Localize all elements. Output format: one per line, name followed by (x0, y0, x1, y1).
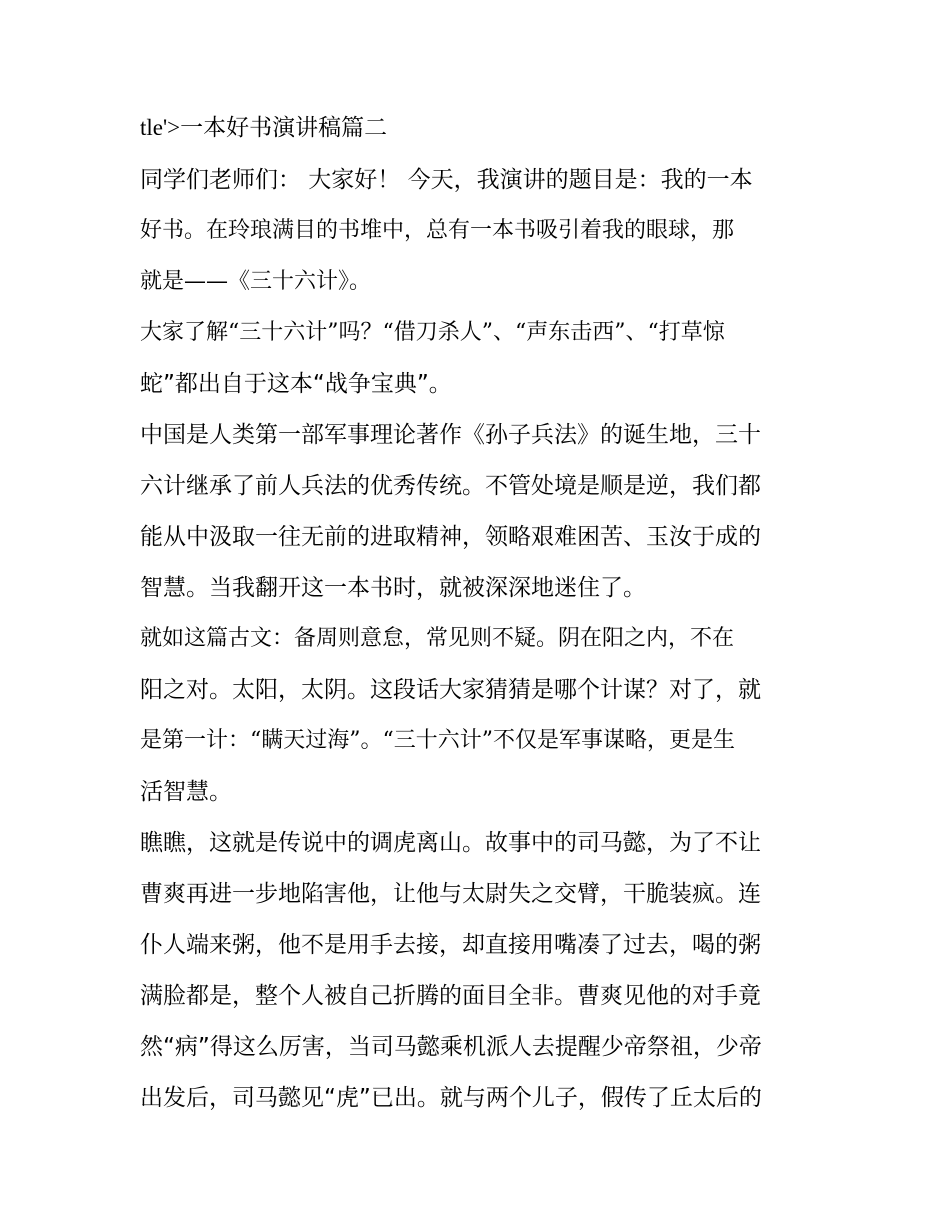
paragraph-line: 阳之对。太阳，太阴。这段话大家猜猜是哪个计谋？对了，就 (140, 677, 761, 703)
paragraph-line: 同学们老师们： 大家好！ 今天，我演讲的题目是：我的一本 (140, 167, 753, 193)
paragraph-line: 好书。在玲琅满目的书堆中，总有一本书吸引着我的眼球，那 (140, 218, 735, 243)
paragraph-line: 出发后，司马懿见“虎”已出。就与两个儿子，假传了丘太后的 (140, 1085, 762, 1111)
paragraph-line: 中国是人类第一部军事理论著作《孙子兵法》的诞生地，三十 (140, 422, 761, 448)
paragraph-line: 然“病”得这么厉害，当司马懿乘机派人去提醒少帝祭祖，少帝 (140, 1034, 762, 1060)
paragraph-line: 就如这篇古文：备周则意怠，常见则不疑。阴在阳之内，不在 (140, 626, 735, 651)
paragraph-line: 活智慧。 (140, 779, 232, 805)
paragraph-line: 大家了解“三十六计”吗？“借刀杀人”、“声东击西”、“打草惊 (140, 320, 725, 345)
paragraph-line: 曹爽再进一步地陷害他，让他与太尉失之交臂，干脆装疯。连 (140, 881, 761, 907)
document-title: tle'>一本好书演讲稿篇二 (140, 115, 388, 140)
paragraph-line: 仆人端来粥，他不是用手去接，却直接用嘴凑了过去，喝的粥 (140, 932, 761, 958)
paragraph-line: 就是——《三十六计》。 (140, 269, 372, 294)
paragraph-line: 瞧瞧，这就是传说中的调虎离山。故事中的司马懿，为了不让 (140, 830, 761, 856)
paragraph-line: 蛇”都出自于这本“战争宝典”。 (140, 371, 452, 397)
paragraph-line: 智慧。当我翻开这一本书时，就被深深地迷住了。 (140, 575, 646, 601)
paragraph-line: 是第一计：“瞒天过海”。“三十六计”不仅是军事谋略，更是生 (140, 728, 735, 753)
paragraph-line: 满脸都是，整个人被自己折腾的面目全非。曹爽见他的对手竟 (140, 983, 761, 1009)
paragraph-line: 能从中汲取一往无前的进取精神，领略艰难困苦、玉汝于成的 (140, 524, 761, 550)
paragraph-line: 六计继承了前人兵法的优秀传统。不管处境是顺是逆，我们都 (140, 473, 761, 499)
